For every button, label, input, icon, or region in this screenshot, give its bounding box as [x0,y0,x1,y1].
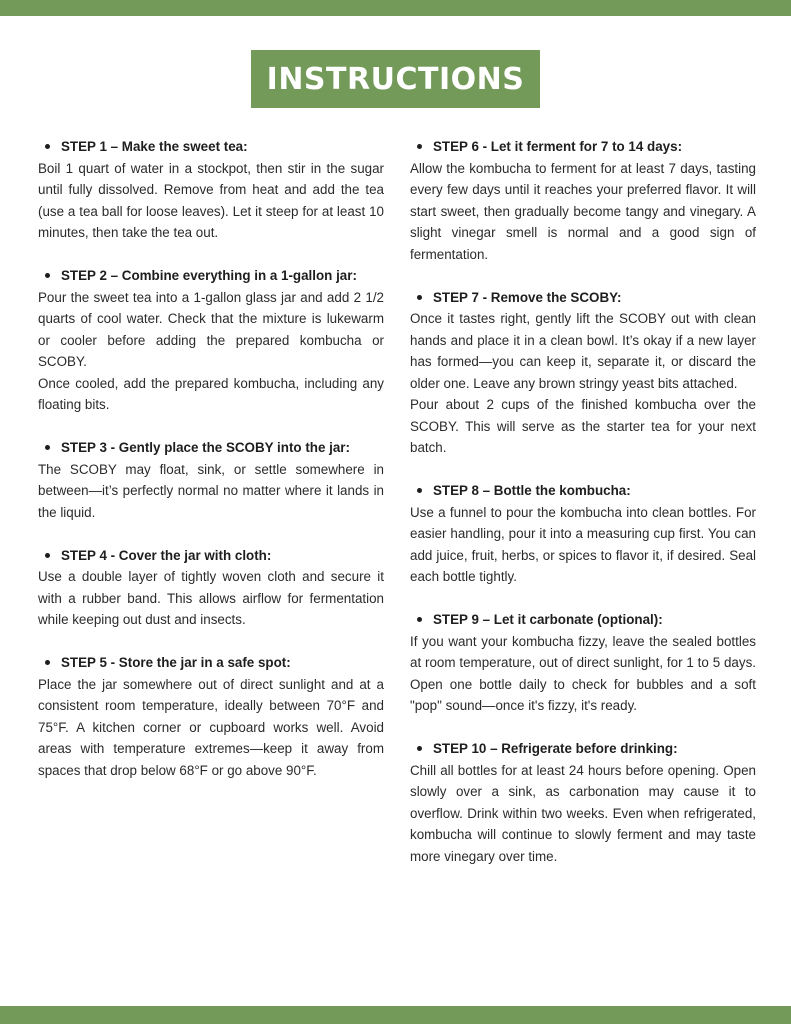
bullet-icon [45,553,50,558]
step-heading: STEP 9 – Let it carbonate (optional): [410,609,756,631]
step-paragraph: Pour the sweet tea into a 1-gallon glass jar and add 2 1/2 quarts of cool water. Check that the mixture is lukewarm or cooler before adding the prepared kombucha or SCOBY. [38,289,384,369]
bullet-icon [45,660,50,665]
step-8 [410,480,756,588]
step-2 [38,265,384,416]
step-heading: STEP 3 - Gently place the SCOBY into the jar: [38,437,384,459]
step-heading: STEP 2 – Combine everything in a 1-gallon jar: [38,265,384,287]
step-paragraph: Use a double layer of tightly woven cloth and secure it with a rubber band. This allows airflow for fermentation while keeping out dust and insects. [38,569,384,627]
step-heading: STEP 4 - Cover the jar with cloth: [38,545,384,567]
bullet-icon [417,617,422,622]
bullet-icon [45,445,50,450]
step-10 [410,738,756,867]
step-1 [38,136,384,244]
step-9 [410,609,756,717]
step-paragraph: Boil 1 quart of water in a stockpot, then stir in the sugar until fully dissolved. Remove from heat and add the tea (use a tea ball for loose leaves). Let it steep for at least 10 minutes, then take the tea out. [38,160,384,240]
step-7 [410,287,756,459]
bullet-icon [417,144,422,149]
right-column [410,136,756,889]
step-paragraph: The SCOBY may float, sink, or settle somewhere in between—it’s perfectly normal no matter where it lands in the liquid. [38,461,384,520]
title-banner [251,50,540,108]
page-title: INSTRUCTIONS [266,61,525,97]
step-4 [38,545,384,631]
step-paragraph: Once it tastes right, gently lift the SCOBY out with clean hands and place it in a clean bowl. It’s okay if a new layer has formed—you can keep it, separate it, or discard the older one. Leave any brown stringy yeast bits attached. [410,311,756,391]
step-heading: STEP 6 - Let it ferment for 7 to 14 days: [410,136,756,158]
step-3 [38,437,384,523]
bullet-icon [45,273,50,278]
bullet-icon [417,295,422,300]
step-heading: STEP 7 - Remove the SCOBY: [410,287,756,309]
step-heading: STEP 1 – Make the sweet tea: [38,136,384,158]
step-paragraph: Pour about 2 cups of the finished kombucha over the SCOBY. This will serve as the starter tea for your next batch. [410,397,756,455]
step-heading: STEP 5 - Store the jar in a safe spot: [38,652,384,674]
bullet-icon [417,746,422,751]
top-accent-band [0,0,791,16]
step-paragraph: Allow the kombucha to ferment for at least 7 days, tasting every few days until it reaches your preferred flavor. It will start sweet, then gradually become tangy and vinegary. A slight vinegar smell is normal and a good sign of fermentation. [410,160,756,262]
step-paragraph: Once cooled, add the prepared kombucha, including any floating bits. [38,375,384,412]
step-heading: STEP 10 – Refrigerate before drinking: [410,738,756,760]
step-6 [410,136,756,265]
step-paragraph: Use a funnel to pour the kombucha into clean bottles. For easier handling, pour it into a measuring cup first. You can add juice, fruit, herbs, or spices to flavor it, if desired. Seal each bottle tightly. [410,504,756,584]
step-5 [38,652,384,781]
step-heading: STEP 8 – Bottle the kombucha: [410,480,756,502]
step-paragraph: If you want your kombucha fizzy, leave the sealed bottles at room temperature, out of direct sunlight, for 1 to 5 days. Open one bottle daily to check for bubbles and a soft "pop" sound—once it's fizzy, it's ready. [410,633,756,713]
left-column [38,136,384,803]
step-paragraph: Place the jar somewhere out of direct sunlight and at a consistent room temperature, ideally between 70°F and 75°F. A kitchen corner or cupboard works well. Avoid areas with temperature extremes—keep it away from spaces that drop below 68°F or go above 90°F. [38,676,384,778]
step-paragraph: Chill all bottles for at least 24 hours before opening. Open slowly over a sink, as carbonation may cause it to overflow. Drink within two weeks. Even when refrigerated, kombucha will continue to slowly ferment and may taste more vinegary over time. [410,762,756,864]
bottom-accent-band [0,1006,791,1024]
bullet-icon [45,144,50,149]
bullet-icon [417,488,422,493]
